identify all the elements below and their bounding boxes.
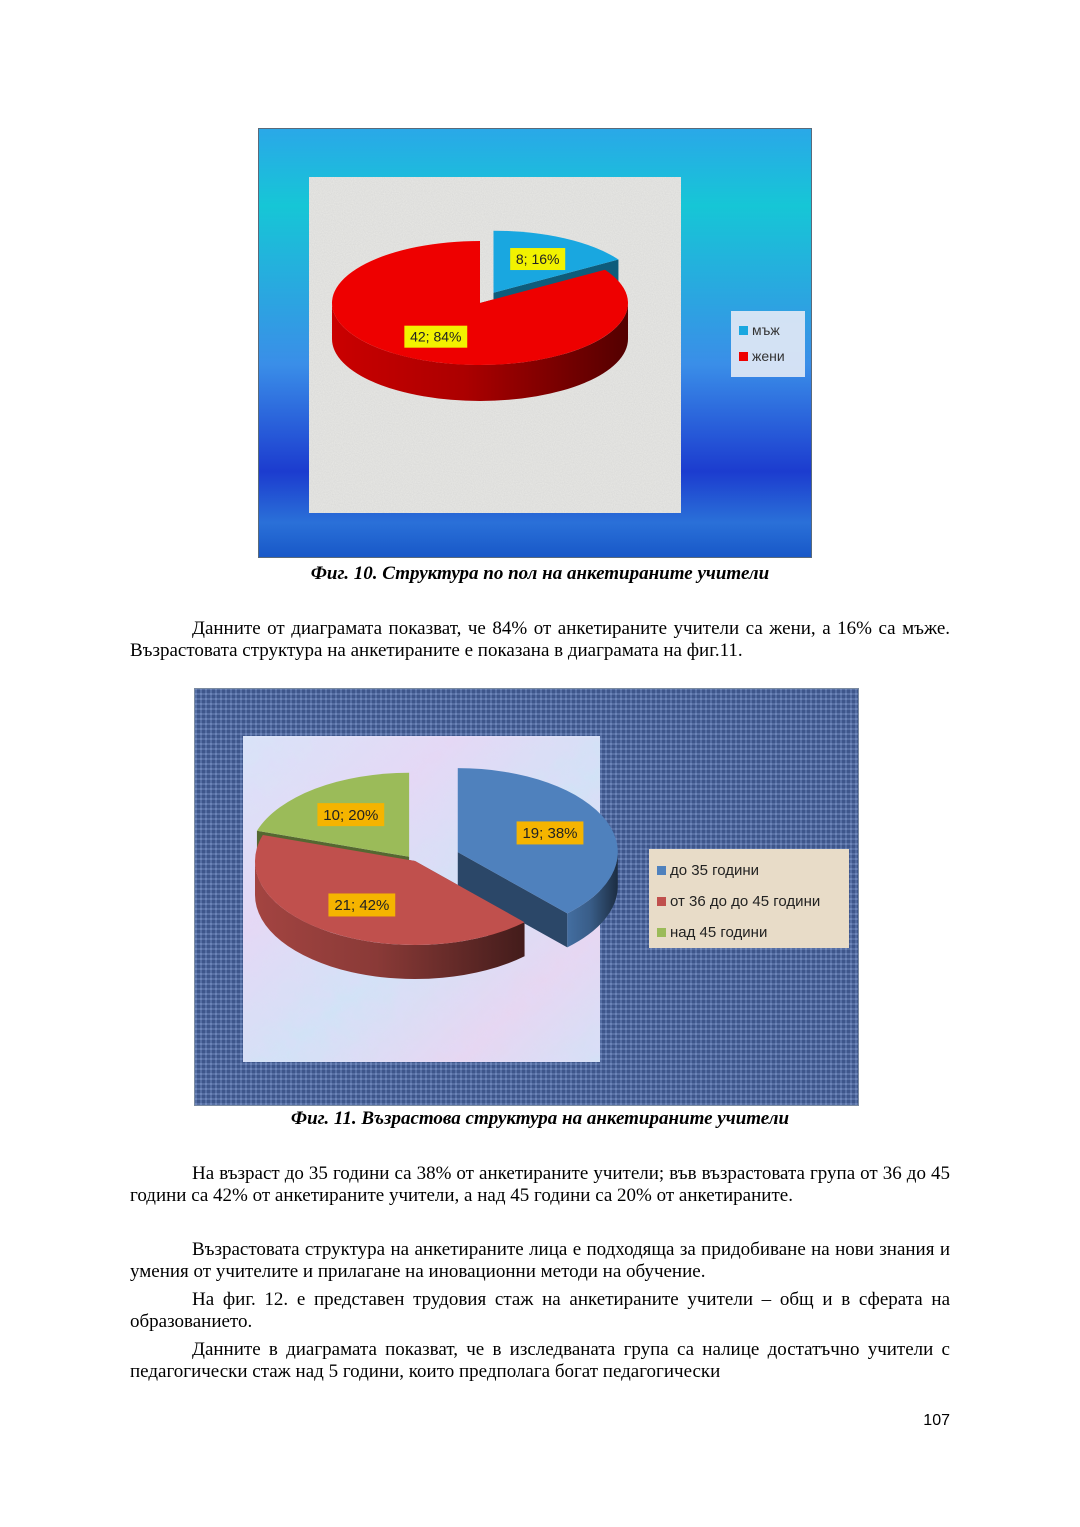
legend: [649, 849, 849, 948]
legend-item-under-35: [657, 855, 849, 886]
paragraph: На фиг. 12. е представен трудовия стаж на анкетираните учители – общ и в сферата на образованието.: [130, 1289, 950, 1332]
legend-label-female: жени: [752, 348, 785, 364]
legend-swatch-female: [739, 352, 748, 361]
data-label: 10; 20%: [323, 806, 379, 824]
data-label: 21; 42%: [334, 897, 390, 915]
paragraph: Възрастовата структура на анкетираните лица е подходяща за придобиване на нови знания и умения от учителите и прилагане на иновационни методи на обучение.: [130, 1239, 950, 1282]
figure-10-chart: [258, 128, 812, 558]
legend: [731, 311, 805, 377]
legend-swatch-36-45: [657, 897, 666, 906]
data-label: 8; 16%: [515, 250, 560, 267]
figure-11-chart: [194, 688, 859, 1106]
legend-swatch-over-45: [657, 928, 666, 937]
data-label: 19; 38%: [522, 825, 578, 843]
legend-item-36-45: [657, 886, 849, 917]
paragraph: Данните в диаграмата показват, че в изследваната група са налице достатъчно учители с педагогически стаж над 5 години, които предполага богат педагогически: [130, 1339, 950, 1382]
paragraph: Данните от диаграмата показват, че 84% от анкетираните учители са жени, а 16% са мъже. Възрастовата структура на анкетираните е показана в диаграмата на фиг.11.: [130, 618, 950, 661]
paragraph: На възраст до 35 години са 38% от анкетираните учители; във възрастовата група от 36 до 45 години са 42% от анкетираните учители, а над 45 години са 20% от анкетираните.: [130, 1163, 950, 1206]
figure-10-caption: Фиг. 10. Структура по пол на анкетираните учители: [310, 563, 770, 584]
legend-label-under-35: до 35 години: [670, 862, 760, 879]
legend-label-over-45: над 45 години: [670, 924, 768, 941]
legend-item-female: [739, 343, 805, 369]
legend-swatch-under-35: [657, 866, 666, 875]
legend-swatch-male: [739, 326, 748, 335]
page-number: 107: [923, 1412, 950, 1429]
legend-label-male: мъж: [752, 322, 780, 338]
data-label: 42; 84%: [410, 328, 462, 345]
legend-item-over-45: [657, 917, 849, 948]
legend-label-36-45: от 36 до до 45 години: [670, 893, 821, 910]
figure-11-caption: Фиг. 11. Възрастова структура на анкетираните учители: [290, 1108, 790, 1129]
legend-item-male: [739, 317, 805, 343]
